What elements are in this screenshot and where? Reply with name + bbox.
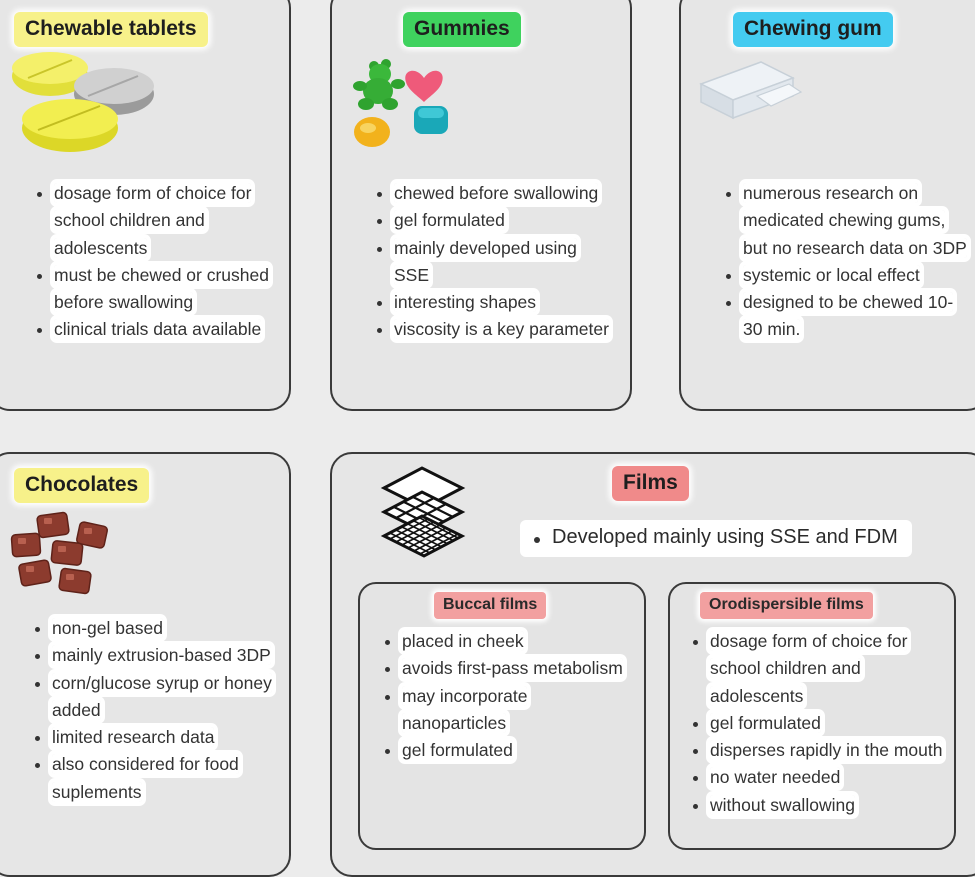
- buccal-films-title: Buccal films: [434, 592, 546, 619]
- list-item: also considered for food suplements: [34, 751, 274, 806]
- buccal-films-panel: [358, 582, 646, 850]
- films-note: Developed mainly using SSE and FDM: [520, 520, 912, 557]
- list-item: clinical trials data available: [36, 316, 271, 343]
- list-item: gel formulated: [692, 710, 948, 737]
- chocolates-panel: [0, 452, 291, 877]
- gummies-list: [376, 180, 616, 344]
- list-item: systemic or local effect: [725, 262, 970, 289]
- list-item: must be chewed or crushed before swallowing: [36, 262, 271, 317]
- chocolates-list: [34, 615, 274, 806]
- chewing-gum-list: [725, 180, 970, 344]
- list-item: dosage form of choice for school children and adolescents: [36, 180, 271, 262]
- list-item: numerous research on medicated chewing gums, but no research data on 3DP: [725, 180, 970, 262]
- list-item: mainly extrusion-based 3DP: [34, 642, 274, 669]
- list-item: chewed before swallowing: [376, 180, 616, 207]
- list-item: dosage form of choice for school children and adolescents: [692, 628, 948, 710]
- gummies-title: Gummies: [403, 12, 521, 47]
- list-item: without swallowing: [692, 792, 948, 819]
- chewable-tablets-title: Chewable tablets: [14, 12, 208, 47]
- buccal-films-list: [384, 628, 634, 764]
- chewing-gum-panel: [679, 0, 975, 411]
- chewable-tablets-list: [36, 180, 271, 344]
- gummies-panel: [330, 0, 632, 411]
- gummy-candies-icon: [344, 56, 454, 166]
- list-item: designed to be chewed 10-30 min.: [725, 289, 970, 344]
- list-item: mainly developed using SSE: [376, 235, 616, 290]
- stacked-film-layers-icon: [376, 464, 476, 564]
- chewing-gum-title: Chewing gum: [733, 12, 893, 47]
- chocolates-title: Chocolates: [14, 468, 149, 503]
- list-item: non-gel based: [34, 615, 274, 642]
- chocolate-pieces-icon: [8, 510, 118, 600]
- list-item: disperses rapidly in the mouth: [692, 737, 948, 764]
- list-item: no water needed: [692, 764, 948, 791]
- films-panel: [330, 452, 975, 877]
- chewable-tablets-panel: [0, 0, 291, 411]
- list-item: avoids first-pass metabolism: [384, 655, 634, 682]
- list-item: corn/glucose syrup or honey added: [34, 670, 274, 725]
- list-item: may incorporate nanoparticles: [384, 683, 634, 738]
- orodispersible-films-title: Orodispersible films: [700, 592, 873, 619]
- list-item: interesting shapes: [376, 289, 616, 316]
- list-item: placed in cheek: [384, 628, 634, 655]
- films-title: Films: [612, 466, 689, 501]
- list-item: gel formulated: [376, 207, 616, 234]
- orodispersible-films-panel: [668, 582, 956, 850]
- list-item: viscosity is a key parameter: [376, 316, 616, 343]
- tablet-pills-icon: [8, 54, 158, 164]
- orodispersible-films-list: [692, 628, 948, 819]
- list-item: limited research data: [34, 724, 274, 751]
- gum-stick-icon: [697, 56, 807, 136]
- list-item: gel formulated: [384, 737, 634, 764]
